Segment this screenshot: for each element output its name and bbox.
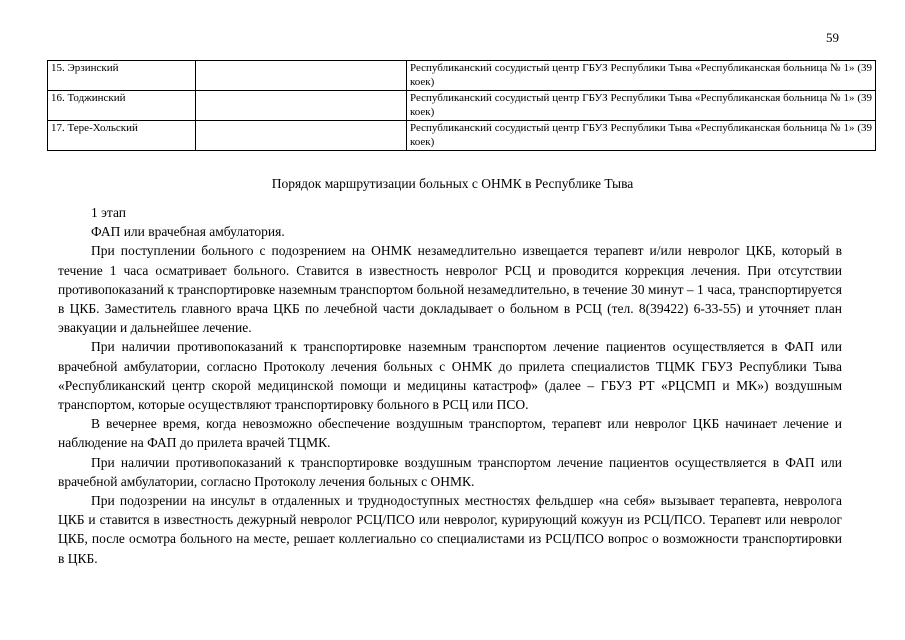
table-row (48, 91, 876, 121)
paragraph: При подозрении на инсульт в отдаленных и труднодоступных местностях фельдшер «на себя» вызывает терапевта, невролога ЦКБ и ставится в известность дежурный невролог РСЦ/ПСО или невролог, курирующий кожуун из РСЦ/ПСО. Терапевт или невролог ЦКБ, после осмотра больного на месте, решает коллегиально со специалистами из РСЦ/ПСО вопрос о возможности транспортировки в ЦКБ. (58, 493, 842, 566)
section-title: Порядок маршрутизации больных с ОНМК в Республике Тыва (271, 176, 634, 191)
empty-cell (196, 61, 407, 91)
page-number: 59 (826, 30, 839, 45)
paragraph: В вечернее время, когда невозможно обеспечение воздушным транспортом, терапевт или невролог ЦКБ начинает лечение и наблюдение на ФАП до прилета врачей ТЦМК. (58, 416, 842, 451)
table-row (48, 61, 876, 91)
paragraph: При наличии противопоказаний к транспортировке наземным транспортом лечение пациентов осуществляется в ФАП или врачебной амбулатории, согласно Протоколу лечения больных с ОНМК до прилета специалистов ТЦМК ГБУЗ Республики Тыва «Республиканский центр скорой медицинской помощи и медицины катастроф» (далее – ГБУЗ РТ «РЦСМП и МК») воздушным транспортом, которые осуществляют транспортировку больного в РСЦ или ПСО. (58, 339, 842, 413)
empty-cell (196, 121, 407, 151)
paragraph: При поступлении больного с подозрением на ОНМК незамедлительно извещается терапевт и/или невролог ЦКБ, который в течение 1 часа осматривает больного. Ставится в известность невролог РСЦ и проводится коррекция лечения. При отсутствии противопоказаний к транспортировке наземным транспортом больной незамедлительно, в течение 30 минут – 1 часа, транспортируется в ЦКБ. Заместитель главного врача ЦКБ по лечебной части докладывает о больном в РСЦ (тел. 8(39422) 6-33-55) и уточняет план эвакуации и дальнейшее лечение. (58, 243, 842, 336)
center-cell: Республиканский сосудистый центр ГБУЗ Республики Тыва «Республиканская больница № 1» (39 коек) (407, 121, 876, 151)
table-row (48, 121, 876, 151)
district-cell: 17. Тере-Хольский (48, 121, 196, 151)
routing-table (47, 60, 876, 151)
body-text (58, 203, 842, 568)
stage-label: 1 этап (91, 205, 127, 220)
empty-cell (196, 91, 407, 121)
center-cell: Республиканский сосудистый центр ГБУЗ Республики Тыва «Республиканская больница № 1» (39 коек) (407, 61, 876, 91)
center-cell: Республиканский сосудистый центр ГБУЗ Республики Тыва «Республиканская больница № 1» (39 коек) (407, 91, 876, 121)
stage-subtitle: ФАП или врачебная амбулатория. (91, 224, 285, 240)
district-cell: 15. Эрзинский (48, 61, 196, 91)
paragraph: При наличии противопоказаний к транспортировке воздушным транспортом лечение пациентов осуществляется в ФАП или врачебной амбулатории, согласно Протоколу лечения больных с ОНМК. (58, 454, 842, 489)
district-cell: 16. Тоджинский (48, 91, 196, 121)
